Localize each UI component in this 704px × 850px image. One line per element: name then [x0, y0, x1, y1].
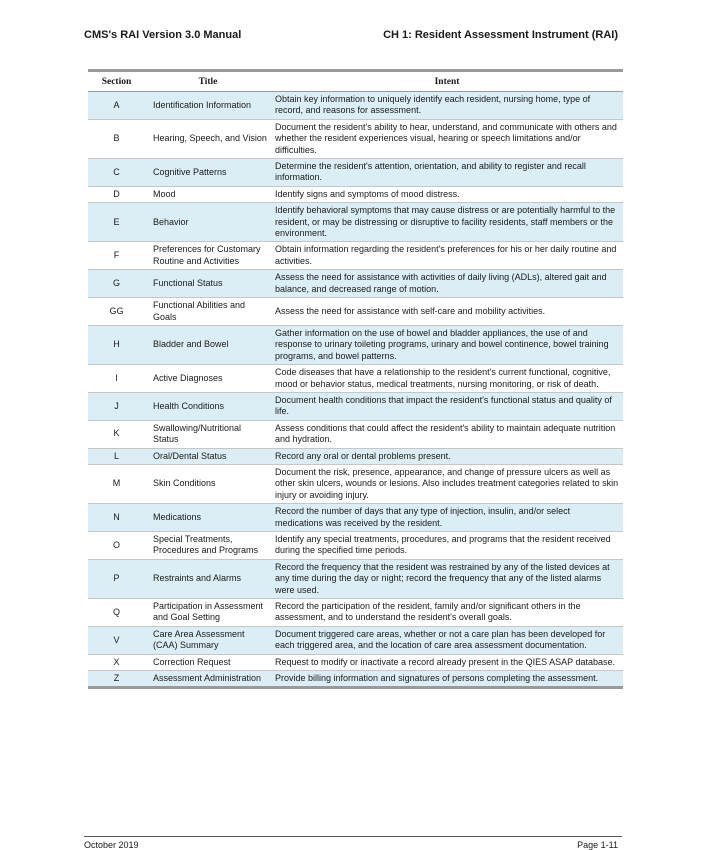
section-cell: Z [88, 671, 145, 688]
table-row [88, 186, 623, 202]
title-cell: Restraints and Alarms [145, 559, 271, 598]
title-cell: Medications [145, 504, 271, 532]
title-cell: Identification Information [145, 92, 271, 120]
section-cell: A [88, 92, 145, 120]
footer-date: October 2019 [84, 840, 139, 850]
table-row [88, 298, 623, 326]
intent-cell: Obtain key information to uniquely identify each resident, nursing home, type of record, and reasons for assessment. [271, 92, 623, 120]
intent-cell: Determine the resident's attention, orientation, and ability to register and recall information. [271, 159, 623, 187]
table-row [88, 92, 623, 120]
intent-cell: Record any oral or dental problems present. [271, 448, 623, 464]
intent-cell: Provide billing information and signatures of persons completing the assessment. [271, 671, 623, 688]
table-row [88, 448, 623, 464]
table-row [88, 325, 623, 364]
footer-page: Page 1-11 [577, 840, 618, 850]
title-cell: Correction Request [145, 654, 271, 670]
intent-cell: Document the resident's ability to hear, understand, and communicate with others and whether the resident experiences visual, hearing or speech limitations and/or difficulties. [271, 119, 623, 158]
section-cell: B [88, 119, 145, 158]
section-cell: M [88, 464, 145, 503]
title-cell: Health Conditions [145, 392, 271, 420]
intent-cell: Assess the need for assistance with activities of daily living (ADLs), altered gait and balance, and decreased range of motion. [271, 270, 623, 298]
column-header-title: Title [145, 71, 271, 92]
intent-cell: Assess conditions that could affect the resident's ability to maintain adequate nutrition and hydration. [271, 420, 623, 448]
section-cell: O [88, 532, 145, 560]
column-header-intent: Intent [271, 71, 623, 92]
table-row [88, 671, 623, 688]
title-cell: Functional Abilities and Goals [145, 298, 271, 326]
title-cell: Care Area Assessment (CAA) Summary [145, 626, 271, 654]
section-cell: Q [88, 599, 145, 627]
intent-cell: Document the risk, presence, appearance, and change of pressure ulcers as well as other skin ulcers, wounds or lesions. Also includes treatment categories related to skin injury or avoiding injury. [271, 464, 623, 503]
title-cell: Swallowing/Nutritional Status [145, 420, 271, 448]
section-cell: N [88, 504, 145, 532]
intent-cell: Identify behavioral symptoms that may cause distress or are potentially harmful to the resident, or may be distressing or disruptive to facility residents, staff members or the environment. [271, 203, 623, 242]
intent-cell: Gather information on the use of bowel and bladder appliances, the use of and response to urinary toileting programs, urinary and bowel continence, bowel training programs, and bowel patterns. [271, 325, 623, 364]
column-header-section: Section [88, 71, 145, 92]
section-cell: G [88, 270, 145, 298]
intent-cell: Document triggered care areas, whether or not a care plan has been developed for each triggered area, and the location of care area assessment documentation. [271, 626, 623, 654]
section-cell: K [88, 420, 145, 448]
intent-cell: Request to modify or inactivate a record already present in the QIES ASAP database. [271, 654, 623, 670]
intent-cell: Record the number of days that any type of injection, insulin, and/or select medications was received by the resident. [271, 504, 623, 532]
table-row [88, 464, 623, 503]
table-row [88, 420, 623, 448]
title-cell: Bladder and Bowel [145, 325, 271, 364]
table-row [88, 559, 623, 598]
section-cell: F [88, 242, 145, 270]
table-row [88, 532, 623, 560]
intent-cell: Identify signs and symptoms of mood distress. [271, 186, 623, 202]
title-cell: Cognitive Patterns [145, 159, 271, 187]
section-cell: H [88, 325, 145, 364]
title-cell: Hearing, Speech, and Vision [145, 119, 271, 158]
table-row [88, 203, 623, 242]
section-cell: I [88, 365, 145, 393]
section-cell: D [88, 186, 145, 202]
title-cell: Functional Status [145, 270, 271, 298]
table-row [88, 159, 623, 187]
intent-cell: Code diseases that have a relationship to the resident's current functional, cognitive, mood or behavior status, medical treatments, nursing monitoring, or risk of death. [271, 365, 623, 393]
table-body [88, 92, 623, 688]
title-cell: Behavior [145, 203, 271, 242]
title-cell: Participation in Assessment and Goal Setting [145, 599, 271, 627]
section-cell: X [88, 654, 145, 670]
title-cell: Preferences for Customary Routine and Activities [145, 242, 271, 270]
title-cell: Skin Conditions [145, 464, 271, 503]
intent-cell: Record the participation of the resident, family and/or significant others in the assessment, and to understand the resident's overall goals. [271, 599, 623, 627]
intent-cell: Identify any special treatments, procedures, and programs that the resident received during the specified time periods. [271, 532, 623, 560]
title-cell: Oral/Dental Status [145, 448, 271, 464]
table-header-row [88, 71, 623, 92]
table-row [88, 654, 623, 670]
title-cell: Active Diagnoses [145, 365, 271, 393]
section-cell: P [88, 559, 145, 598]
table-row [88, 365, 623, 393]
section-cell: GG [88, 298, 145, 326]
title-cell: Special Treatments, Procedures and Programs [145, 532, 271, 560]
chapter-title: CH 1: Resident Assessment Instrument (RAI) [383, 29, 618, 41]
sections-table [88, 69, 623, 689]
table-row [88, 242, 623, 270]
section-cell: L [88, 448, 145, 464]
footer-rule [84, 836, 622, 837]
intent-cell: Obtain information regarding the resident's preferences for his or her daily routine and activities. [271, 242, 623, 270]
table-row [88, 119, 623, 158]
title-cell: Assessment Administration [145, 671, 271, 688]
manual-title: CMS's RAI Version 3.0 Manual [84, 29, 242, 41]
intent-cell: Document health conditions that impact the resident's functional status and quality of life. [271, 392, 623, 420]
table-row [88, 270, 623, 298]
section-cell: C [88, 159, 145, 187]
table-row [88, 599, 623, 627]
section-cell: V [88, 626, 145, 654]
intent-cell: Record the frequency that the resident was restrained by any of the listed devices at any time during the day or night; record the frequency that any of the listed alarms were used. [271, 559, 623, 598]
table-row [88, 392, 623, 420]
intent-cell: Assess the need for assistance with self-care and mobility activities. [271, 298, 623, 326]
section-cell: J [88, 392, 145, 420]
table-row [88, 504, 623, 532]
table-row [88, 626, 623, 654]
section-cell: E [88, 203, 145, 242]
title-cell: Mood [145, 186, 271, 202]
